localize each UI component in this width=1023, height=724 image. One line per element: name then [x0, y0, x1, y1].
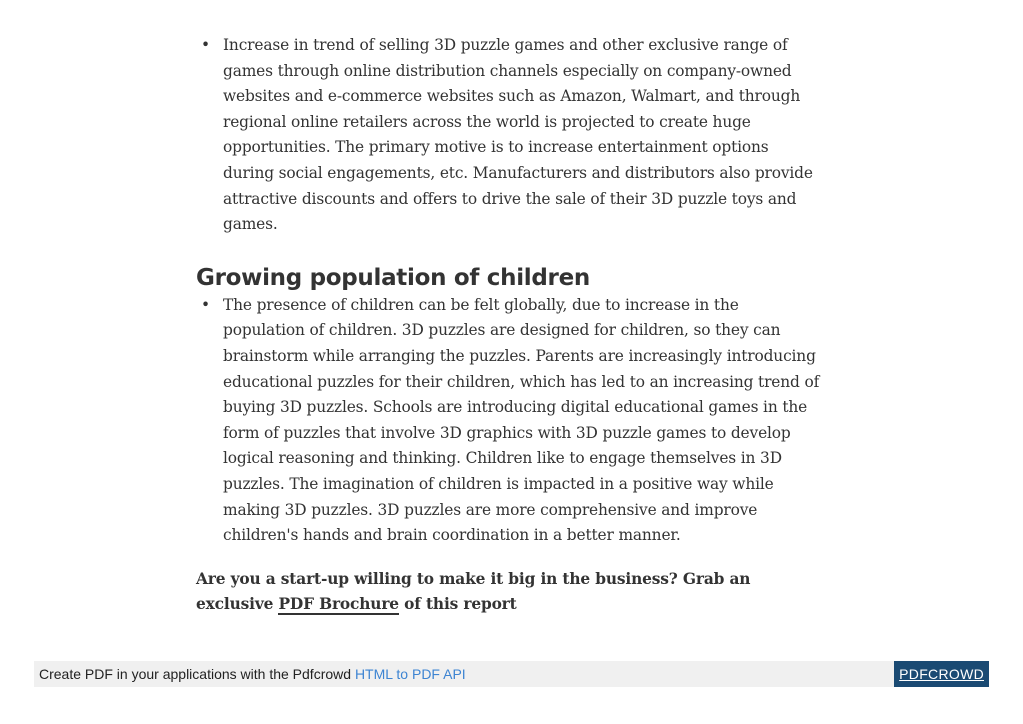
list-item: • The presence of children can be felt globally, due to increase in the population of children. 3D puzzles are designed for children, so they can brainstorm while arranging the puzzles. Parents are increasingly introducing educational puzzles for their children, which has led to an increasing trend of buying 3D puzzles. Schools are introducing digital educational games in the form of puzzles that involve 3D graphics with 3D puzzle games to develop logical reasoning and thinking. Children like to engage themselves in 3D puzzles. The imagination of children is impacted in a positive way while making 3D puzzles. 3D puzzles are more comprehensive and improve children's hands and brain coordination in a better manner. — [196, 293, 823, 549]
html-to-pdf-api-link[interactable]: HTML to PDF API — [354, 666, 466, 682]
document-content — [196, 33, 828, 633]
pdf-brochure-link[interactable]: PDF Brochure — [278, 595, 399, 614]
pdfcrowd-footer — [34, 661, 989, 687]
section-heading: Growing population of children — [196, 264, 590, 291]
pdfcrowd-brand-button[interactable]: PDFCROWD — [894, 661, 989, 687]
bullet-list — [196, 33, 828, 238]
footer-label: Create PDF in your applications with the Pdfcrowd — [39, 666, 355, 682]
call-to-action — [196, 567, 828, 618]
bullet-list — [196, 293, 828, 549]
cta-tail-text: of this report — [398, 595, 517, 614]
cta-lead-text: Are you a start-up willing to make it big in the business? Grab an exclusive — [196, 569, 751, 614]
footer-text — [39, 661, 466, 687]
list-item: • Increase in trend of selling 3D puzzle games and other exclusive range of games through online distribution channels especially on company-owned websites and e-commerce websites such as Amazon, Walmart, and through regional online retailers across the world is projected to create huge opportunities. The primary motive is to increase entertainment options during social engagements, etc. Manufacturers and distributors also provide attractive discounts and offers to drive the sale of their 3D puzzle toys and games. — [196, 33, 821, 238]
